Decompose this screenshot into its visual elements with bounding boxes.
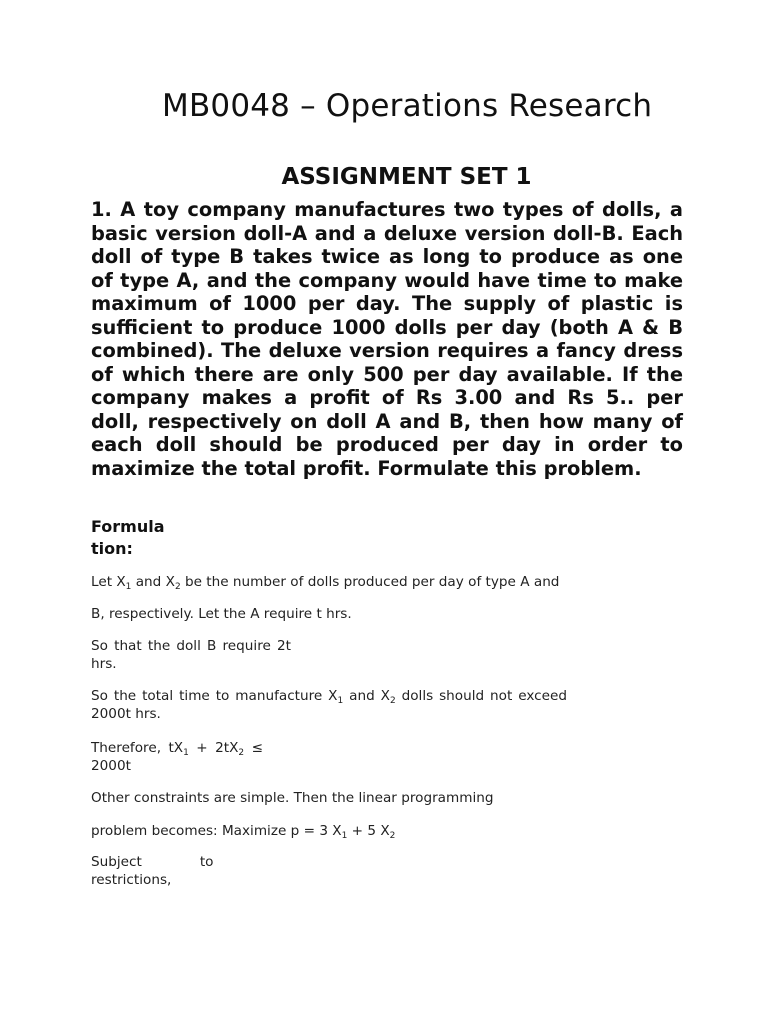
subscript: 1 [337,696,344,706]
text-segment: Subject [91,854,142,870]
subscript: 2 [389,831,396,841]
text-segment: and X [131,574,175,590]
course-title: MB0048 – Operations Research [162,88,653,124]
paragraph-subject-to [91,853,231,889]
paragraph-let-x [91,573,611,591]
paragraph-total-time [91,687,567,723]
formulation-heading: Formulation: [91,517,165,558]
paragraph-doll-b: So that the doll B require 2t hrs. [91,638,291,672]
paragraph-maximize [91,822,611,840]
text-segment: Let X [91,574,126,590]
subscript: 1 [125,582,132,592]
text-segment: dolls should not exceed 2000t hrs. [91,688,567,722]
text-segment: Therefore, tX [91,740,184,756]
subscript: 2 [238,748,245,758]
subscript: 2 [174,582,181,592]
text-segment: to [199,854,214,870]
paragraph-therefore [91,739,263,775]
text-segment: + 5 X [347,823,390,839]
subscript: 1 [183,748,189,758]
text-segment: restrictions, [91,872,172,888]
text-segment: and X [343,688,390,704]
question-text: 1. A toy company manufactures two types of dolls, a basic version doll-A and a deluxe version doll-B. Each doll of type B takes twice as long to produce as one of type A, and the company would have time to make maximum of 1000 per day. The supply of plastic is sufficient to produce 1000 dolls per day (both A & B combined). The deluxe version requires a fancy dress of which there are only 500 per day available. If the company makes a profit of Rs 3.00 and Rs 5.. per doll, respectively on doll A and B, then how many of each doll should be produced per day in order to maximize the total profit. Formulate this problem. [91,198,683,480]
subscript: 1 [341,831,348,841]
assignment-title: ASSIGNMENT SET 1 [281,164,532,190]
text-segment: be the number of dolls produced per day of type A and [180,574,560,590]
paragraph-respectively: B, respectively. Let the A require t hrs. [91,606,352,622]
paragraph-other-constraints: Other constraints are simple. Then the linear programming [91,790,494,806]
subscript: 2 [389,696,396,706]
text-segment: + 2tX [188,740,239,756]
text-segment: ≤ 2000t [91,740,263,774]
text-segment: So the total time to manufacture X [91,688,338,704]
text-segment: problem becomes: Maximize p = 3 X [91,823,342,839]
